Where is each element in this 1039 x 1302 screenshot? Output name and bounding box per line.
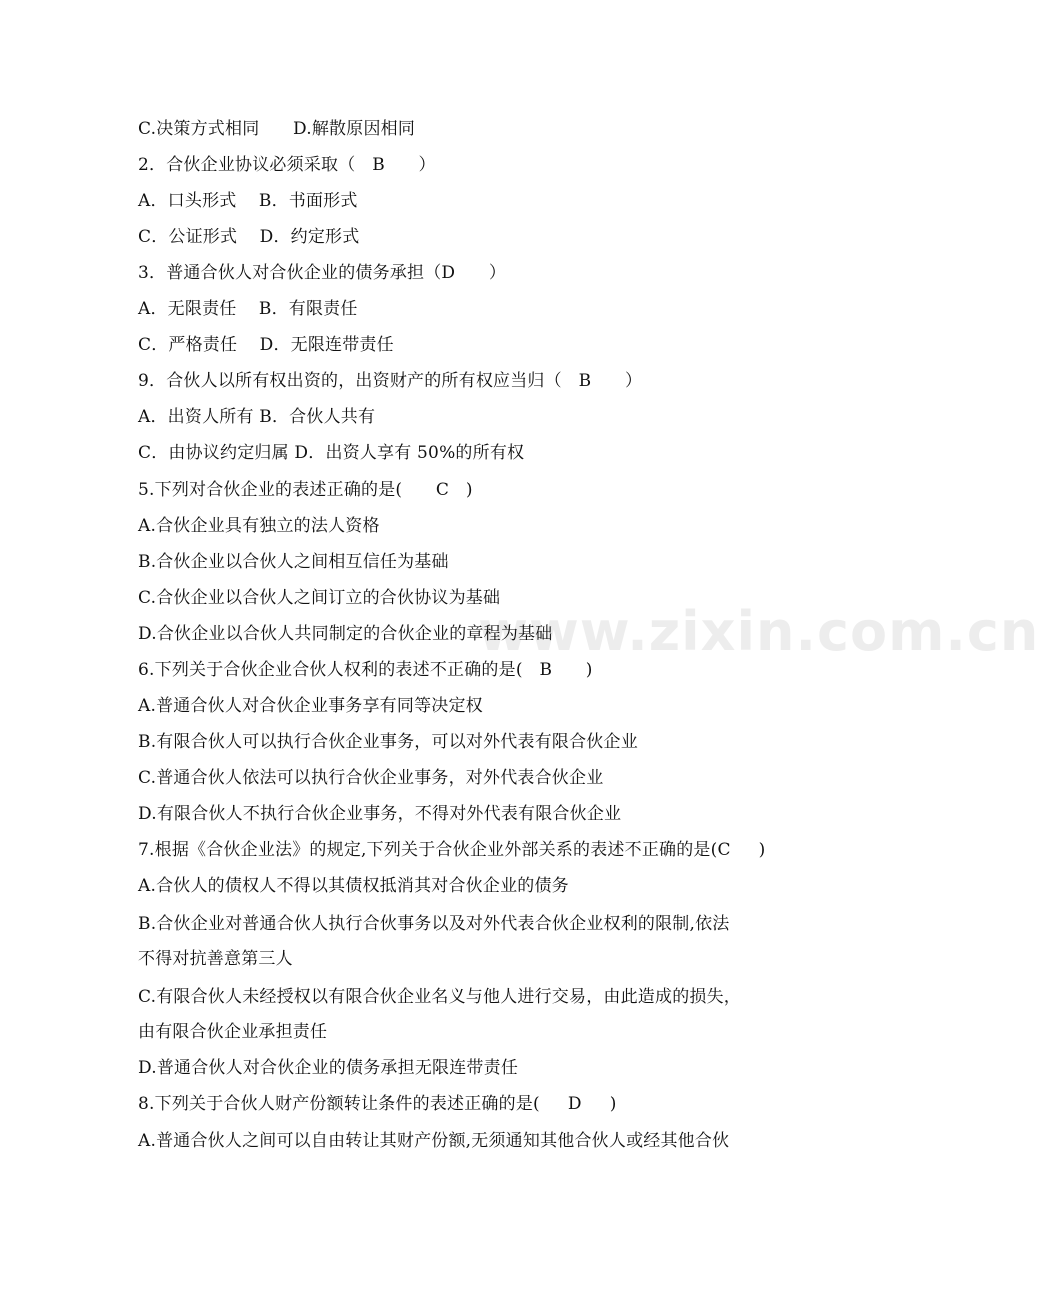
- question-line: 6.下列关于合伙企业合伙人权利的表述不正确的是( B ): [138, 660, 593, 680]
- option-line: D.合伙企业以合伙人共同制定的合伙企业的章程为基础: [138, 624, 553, 644]
- option-line: A．口头形式 B．书面形式: [138, 191, 358, 211]
- option-line: A．出资人所有 B．合伙人共有: [138, 407, 376, 427]
- option-line-continued: 由有限合伙企业承担责任: [138, 1022, 328, 1042]
- option-line: C.合伙企业以合伙人之间订立的合伙协议为基础: [138, 588, 501, 608]
- question-line: 7.根据《合伙企业法》的规定,下列关于合伙企业外部关系的表述不正确的是(C ): [138, 840, 766, 860]
- text-line: C.决策方式相同 D.解散原因相同: [138, 119, 416, 139]
- option-line: C．严格责任 D．无限连带责任: [138, 335, 394, 355]
- option-line: D.普通合伙人对合伙企业的债务承担无限连带责任: [138, 1058, 519, 1078]
- option-line-continued: 不得对抗善意第三人: [138, 949, 293, 969]
- option-line: B.合伙企业对普通合伙人执行合伙事务以及对外代表合伙企业权利的限制,依法: [138, 914, 730, 934]
- question-line: 5.下列对合伙企业的表述正确的是( C ): [138, 480, 473, 500]
- question-line: 2．合伙企业协议必须采取（ B ）: [138, 155, 436, 175]
- question-line: 8.下列关于合伙人财产份额转让条件的表述正确的是( D ): [138, 1094, 617, 1114]
- option-line: C.有限合伙人未经授权以有限合伙企业名义与他人进行交易，由此造成的损失，: [138, 987, 742, 1007]
- question-line: 3．普通合伙人对合伙企业的债务承担（D ）: [138, 263, 507, 283]
- option-line: A.合伙企业具有独立的法人资格: [138, 516, 380, 536]
- option-line: A．无限责任 B．有限责任: [138, 299, 358, 319]
- option-line: C．由协议约定归属 D．出资人享有 50%的所有权: [138, 443, 525, 463]
- option-line: C．公证形式 D．约定形式: [138, 227, 360, 247]
- option-line: D.有限合伙人不执行合伙企业事务，不得对外代表有限合伙企业: [138, 804, 622, 824]
- option-line: B.合伙企业以合伙人之间相互信任为基础: [138, 552, 449, 572]
- question-line: 9．合伙人以所有权出资的，出资财产的所有权应当归（ B ）: [138, 371, 643, 391]
- option-line: A.普通合伙人之间可以自由转让其财产份额,无须通知其他合伙人或经其他合伙: [138, 1131, 730, 1151]
- watermark: www.zixin.com.cn: [478, 600, 1039, 663]
- option-line: A.合伙人的债权人不得以其债权抵消其对合伙企业的债务: [138, 876, 569, 896]
- option-line: C.普通合伙人依法可以执行合伙企业事务，对外代表合伙企业: [138, 768, 604, 788]
- option-line: B.有限合伙人可以执行合伙企业事务，可以对外代表有限合伙企业: [138, 732, 638, 752]
- option-line: A.普通合伙人对合伙企业事务享有同等决定权: [138, 696, 483, 716]
